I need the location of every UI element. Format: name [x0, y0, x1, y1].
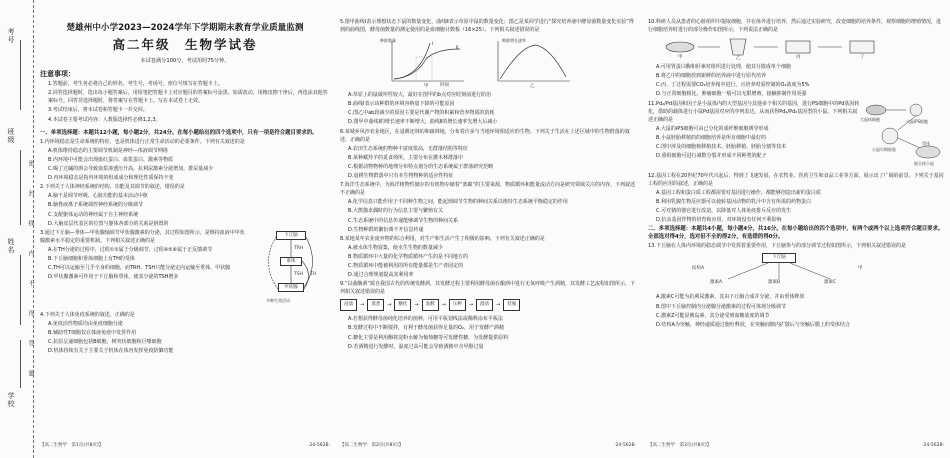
option: D.通过合理规划提高其利用率 — [348, 272, 414, 279]
process-step: 装瓶 — [503, 299, 520, 311]
curve-2-label: Ⅱ — [456, 46, 459, 52]
footer-page: 【高二生物学 第3页(共8页)】 — [648, 442, 712, 448]
structure-label: 结构A — [692, 266, 705, 272]
brewing-process-figure: 浸渍 → 蒸煮 → 糖化 → 发酵 → 压榨 → 澄清 → 装瓶 — [340, 297, 620, 313]
seal-mark: 不 — [27, 280, 34, 286]
binding-blank-line — [20, 340, 21, 388]
page-footer — [40, 442, 330, 448]
population-curves-figure — [380, 37, 580, 89]
y-axis-label-b: 种群增长速率 — [502, 38, 526, 44]
option: C.物质循环中能被利用的所有能量都是生产者固定的 — [348, 262, 464, 269]
notice-item: 2.回答选择题时，选出每小题答案后，用铅笔把答题卡上对应题目的答案标号涂黑。如需改动，用橡皮擦干净后，再选涂其他答案标号。回答非选择题时，将答案写在答题卡上。写在本试卷上无效。 — [48, 90, 328, 105]
y-axis-label: 种群数量 — [380, 38, 396, 44]
column-1 — [40, 18, 330, 448]
question-stem: 6.某城乡风沙农业地区，在退耕还林的和疏林地，分布着许多与当地环境相适应的生物。下列关于生活在上述区域中的生物群落的叙述，正确的是 — [340, 128, 630, 143]
option: D.大脑皮层代表区的位置与躯体各部分的关系是倒置的 — [48, 220, 169, 227]
fig-label-e: 嵌合体小鼠 — [914, 160, 934, 166]
notice-item: 1.答题前，考生务必将自己的姓名、考生号、考场号、座位号填写在答题卡上。 — [48, 81, 223, 88]
binding-label: 学校 — [7, 392, 15, 408]
question-stem: 13.下丘脑在人体内环境的稳态调节中发挥着重要作用，下丘脑参与的部分调节过程如图所示，下列相关叙述错误的是 — [648, 243, 906, 250]
question-stem: 4.下列关于人体免疫系统的叙述，正确的是 — [40, 311, 135, 318]
option: C.抗原呈递细胞包括B细胞、树突状细胞和巨噬细胞 — [48, 338, 162, 345]
option: B.小鼠胚胎移植的的细胞培养是所有细胞中最好的 — [656, 134, 767, 141]
option: A.草原上的鼠破坏性较大，最好在图甲的b点对应时刻前进行防治 — [348, 92, 492, 99]
option: A.化学信息只能作用于不同种生物之间，能起到调节生物的种间关系以维持生态系统平衡稳定的作用 — [348, 199, 568, 206]
population-curves — [380, 37, 580, 89]
question-stem: 5.图甲曲线Ⅰ表示理想状态下鼠的数量变化，曲线Ⅱ表示草原中鼠的数量变化；图乙是某同学进行“探究培养液中酵母菌数量变化实验”得到的曲线图，酵母菌数量的测定使用的是血细胞计数板（16×25）。下列相关叙述错误的是 — [340, 19, 634, 34]
trh-label: TRH — [294, 245, 304, 251]
option: B.发酵过程中不断搅拌，有利于酵母菌获得足量的O₂，用于发酵产酒精 — [348, 325, 504, 332]
process-step: 糖化 — [394, 299, 411, 311]
option: D.若酒精进行发酵时，温度过高可能会导致酒精中含甲醇过量 — [348, 343, 484, 350]
option: C.TH可以运输至几乎全身的细胞，而TRH、TSH只能分泌定向运输至垂体、甲状腺 — [48, 265, 231, 272]
x-axis-label: 时间 — [440, 83, 449, 89]
page-footer — [340, 442, 636, 448]
figure-a-label: 甲 — [424, 84, 429, 90]
footer-code: ·24-562B· — [614, 442, 636, 448]
option: D.生物种群的繁衍离不开信息传递 — [348, 226, 424, 233]
footer-page: 【高二生物学 第1页(共8页)】 — [40, 442, 104, 448]
option: A.基因工程和蛋白质工程都需要对基因进行操作，都能够创造出新的蛋白质 — [656, 189, 821, 196]
fig-label-a: 大鼠体细胞 — [860, 116, 880, 122]
binding-label: 姓名 — [7, 238, 15, 254]
option: B.脑脊液离子系统调控神经系统的分级调节 — [48, 202, 144, 209]
footer-page: 【高二生物学 第2页(共8页)】 — [340, 442, 404, 448]
section-heading: 二、多项选择题：本题共4小题，每小题4分，共16分。在每小题给出的四个选项中，有两个或两个以上选项符合题目要求。全部选对得4分，选对但不全的得2分，有选错的得0分。 — [648, 226, 944, 241]
option: A.农田生态系统的物种丰富度很高，无群落结构等特征 — [348, 145, 468, 152]
hormone-a-label: 激素A — [710, 280, 723, 286]
step-label: 丙 — [796, 55, 801, 61]
culture-steps — [658, 35, 918, 61]
option: B.下丘脑细胞和垂体细胞上有TH的受体 — [48, 255, 135, 262]
option: C.图乙中ab段减少的原因主要是代谢产物的积累和营养物质的消耗 — [348, 110, 495, 117]
step-label: 乙 — [736, 56, 741, 62]
option: C.生态系统中的信息传递能够调节生物的种间关系 — [348, 217, 459, 224]
hormone-b-label: 激素B — [768, 280, 781, 286]
hormone-c-label: 激素C — [824, 280, 837, 286]
question-stem: 7.海洋生态系统中，为海洋植物性储存的有机物存储着“蓝碳”的主要来源，物质循环和能量流动方向是研究领域关注的内容。下列叙述不正确的是 — [340, 182, 635, 197]
binding-blank-line — [20, 40, 21, 110]
option: B.物质循环中大量的化学物质循环产生的是不同地方的 — [348, 253, 469, 260]
pituitary-box: 垂体 — [280, 257, 302, 266]
page-footer — [648, 442, 944, 448]
question-stem: 9.“以曲酶酒”源自我国古代的传统发酵酒，其发酵过程主要利用酵母菌在酿酒中进行无氧呼吸产生酒精，其发酵工艺流程如图所示，下列相关叙述错误的是 — [340, 281, 635, 296]
school-line: 楚雄州中小学2023—2024学年下学期期末教育学业质量监测 — [66, 23, 304, 33]
option: D.抗虫基因作物的培育和应用，对环境没有任何不利影响 — [656, 217, 782, 224]
option: D.图甲中曲线Ⅰ的增长速率不断增大，曲线Ⅱ的增长速率先增大后减小 — [348, 119, 498, 126]
option: D.结构A为突触，神经递质通过胞吐释放，在突触间隙内扩散后与突触后膜上的受体结合 — [656, 321, 850, 328]
hypothalamus-regulation-figure — [688, 251, 888, 291]
option: B.利用乳腺生物反应器可以使转基因动物的乳汁中含有所需的药物蛋白 — [656, 198, 812, 205]
hypothalamus-box: 下丘脑 — [276, 231, 306, 240]
notice-heading: 注意事项： — [40, 70, 75, 79]
seal-mark: 线 — [27, 220, 34, 226]
step-label: 丁 — [860, 55, 865, 61]
th-label: TH — [310, 271, 317, 277]
option: C.激素Z可能是胰岛素，其分泌受到血糖浓度的调节 — [656, 312, 770, 319]
thyroid-box: 甲状腺 — [278, 283, 304, 292]
option: C.喝了过碱的酒会导致血浆渗透压升高，抗利尿激素分泌增加，排尿量减少 — [48, 166, 214, 173]
process-step: 发酵 — [422, 299, 439, 311]
thyroid-axis-figure — [248, 229, 330, 311]
option: D.内环境稳态是指内环境的组成成分和理化性质保持不变 — [48, 175, 174, 182]
process-step: 澄清 — [476, 299, 493, 311]
option: B.辅助性T细胞仅在体液免疫中发挥作用 — [48, 329, 137, 336]
cell-culture-figure — [658, 35, 918, 61]
question-stem: 12.基因工程在20世纪70年代兴起后，得到了飞速发展，在农牧业、医药卫生和食品工业等方面，展示出了广阔的前景。下列关于基因工程的应用的叙述，正确的是 — [648, 172, 944, 187]
curve-1-label: Ⅰ — [432, 42, 434, 48]
option: B.某种藏羚羊的觅食场所，主要分布在灌木林群落中 — [348, 154, 464, 161]
option: D.重组细胞可进行减数分裂并形成不同种类的配子 — [656, 153, 767, 160]
question-stem: 1.内环境稳态是生命系统的特征，也是机体进行正常生命活动的必要条件。下列有关叙述的是 — [40, 138, 245, 145]
option: D.退耕生物群落中只有本生物物种的适应性特征 — [348, 173, 454, 180]
option: D.机体持续有关于主要关于机体在体内发挥免疫防御功能 — [48, 348, 174, 355]
option: B.大熊猫求偶时的行为信息主要与繁殖有关 — [348, 208, 444, 215]
column-3 — [648, 18, 944, 448]
seal-mark: 得 — [27, 310, 34, 316]
notice-item: 3.考试结束后，将本试卷和答题卡一并交回。 — [48, 107, 148, 114]
footer-code: ·24-562B· — [922, 442, 944, 448]
seal-mark: 封 — [27, 190, 34, 196]
option: A.可用胃蛋白酶和肝素对组织进行处理，使其分散成单个细胞 — [656, 64, 791, 71]
option: D.与正常细胞相比，肿瘤细胞一般可以无限增殖，接触抑制作用更强 — [656, 91, 807, 98]
fig-label-d: 受体 — [922, 140, 930, 146]
figure-b-label: 乙 — [530, 84, 535, 90]
option: A.脑干是调节呼吸、心脏功能的基本活动中枢 — [48, 193, 148, 200]
question-stem: 10.科研人员从患者的心脏组织中提取细胞，并在体外进行培养，然后通过实验研究，改变细胞的培养条件，观察细胞的增殖情况，进行细胞培养时进行的部分操作如图所示，下列说法正确的是 — [648, 19, 941, 34]
process-step: 浸渍 — [340, 299, 357, 311]
option: B.曲线Ⅰ表示该种群的环境容纳量下降的可能原因 — [348, 101, 455, 108]
option: A.激素C可能为抗利尿激素，其由下丘脑合成并分泌，并由垂体释放 — [656, 294, 805, 301]
question-stem: 2.下列关于人体神经系统的结构、功能及其调节的叙述，错误的是 — [40, 184, 185, 191]
binding-label: 考号 — [7, 28, 15, 44]
footer-code: ·24-562B· — [308, 442, 330, 448]
option: C.图中涉及的细胞核移植技术、胚胎移植、胚胎分割等技术 — [656, 144, 787, 151]
exam-title: 高二年级 生物学试卷 — [112, 37, 258, 52]
notice-item: 4.本试卷主要考试内容：人教版选择性必修1,2,3。 — [48, 116, 161, 123]
column-2 — [340, 18, 636, 448]
question-stem: 3.通过下丘脑—垂体—甲状腺轴调节甲状腺激素的分泌，其过程如图所示，是维持血液中甲状腺激素水平稳定的重要机制。下列相关叙述正确的是 — [40, 229, 245, 244]
option: C.支配躯体运动的神经属于自主神经系统 — [48, 211, 139, 218]
fig-label-c: 小鼠早期胚胎 — [872, 146, 896, 152]
section-heading: 一、单项选择题：本题共12小题，每小题2分，共24分。在每小题给出的四个选项中，只有一项是符合题目要求的。 — [40, 129, 318, 136]
option: C.丙、丁过程需要CO₂培养箱中进行，且培养时需控制的O₂浓度为5% — [656, 82, 810, 89]
binding-strip — [0, 0, 34, 458]
question-stem: 11.Pd₂/Pd基因和因子是小鼠体内的大型基因与其他多个相关的基因，进行PS细胞中的Pd基因转化，借助的载体进行小鼠Pd基因对应的序列表达，从而获得Pd₂/Pd₂基因型的小鼠。下列相关叙述正确的是 — [648, 100, 860, 123]
option: A.机体维持稳态的主要调节机制是神经—体液调节网络 — [48, 147, 168, 154]
option: A.被水体生物富集，使水生生物的数量减少 — [348, 244, 443, 251]
seal-mark: 内 — [27, 250, 34, 256]
binding-label: 班级 — [7, 128, 15, 144]
question-stem: 8.某地某年农业废弃物的综合利用，对生产和生活产生了积极的影响。下列有关叙述正确的是 — [340, 235, 545, 242]
chimera-mouse-figure — [860, 100, 944, 172]
option: A.大鼠的iPS细胞可由已分化的成纤维细胞诱导形成 — [656, 125, 769, 132]
cells-label: 多种生命活动 — [266, 297, 290, 303]
process-step: 压榨 — [449, 299, 466, 311]
step-label: 甲 — [678, 55, 683, 61]
option: C.可对猪的器官进行改造，以降低对人体免疫排斥反应的发生 — [656, 207, 792, 214]
option: B.将乙中的细胞放到新鲜的培养液中进行原代培养 — [656, 73, 767, 80]
seal-mark: 答 — [27, 340, 34, 346]
seal-mark: 题 — [27, 370, 34, 376]
binding-blank-line — [20, 150, 21, 225]
hypothalamus-box: 下丘脑 — [762, 253, 796, 263]
option: B.图中下丘脑控制内分泌腺分泌激素的过程可体现分级调节 — [656, 303, 787, 310]
gland-label: 甲 — [858, 266, 863, 272]
process-step: 蒸煮 — [367, 299, 384, 311]
option: A.若想获得酵母菌纯化培养的菌种，可用平板划线法或稀释涂布平板法 — [348, 316, 503, 323]
option: A.在TH分泌的过程中，过程①②属于分级调节，过程④⑤⑥属于正反馈调节 — [48, 246, 213, 253]
exam-meta: 本试卷满分100分，考试用时75分钟。 — [140, 58, 230, 64]
fig-label-b: 大鼠iPS细胞 — [906, 118, 929, 124]
option: B.内环境中可能会出现血红蛋白、血浆蛋白、激素等物质 — [48, 156, 174, 163]
option: A.免疫活性物质均由免疫细胞分泌 — [48, 320, 123, 327]
tsh-label: TSH — [294, 271, 303, 277]
option: D.甲状腺激素可作用于下丘脑和垂体，使其分泌的TSH增多 — [48, 274, 179, 281]
binding-blank-line — [20, 255, 21, 325]
option: C.根据动物物种的地理分布特点划分的生态系统属于群落研究范畴 — [348, 163, 494, 170]
seal-mark: 密 — [27, 160, 34, 166]
option: C.糖化主要是利用酶将淀粉水解为葡萄糖等可发酵性糖，为发酵提供原料 — [348, 334, 509, 341]
